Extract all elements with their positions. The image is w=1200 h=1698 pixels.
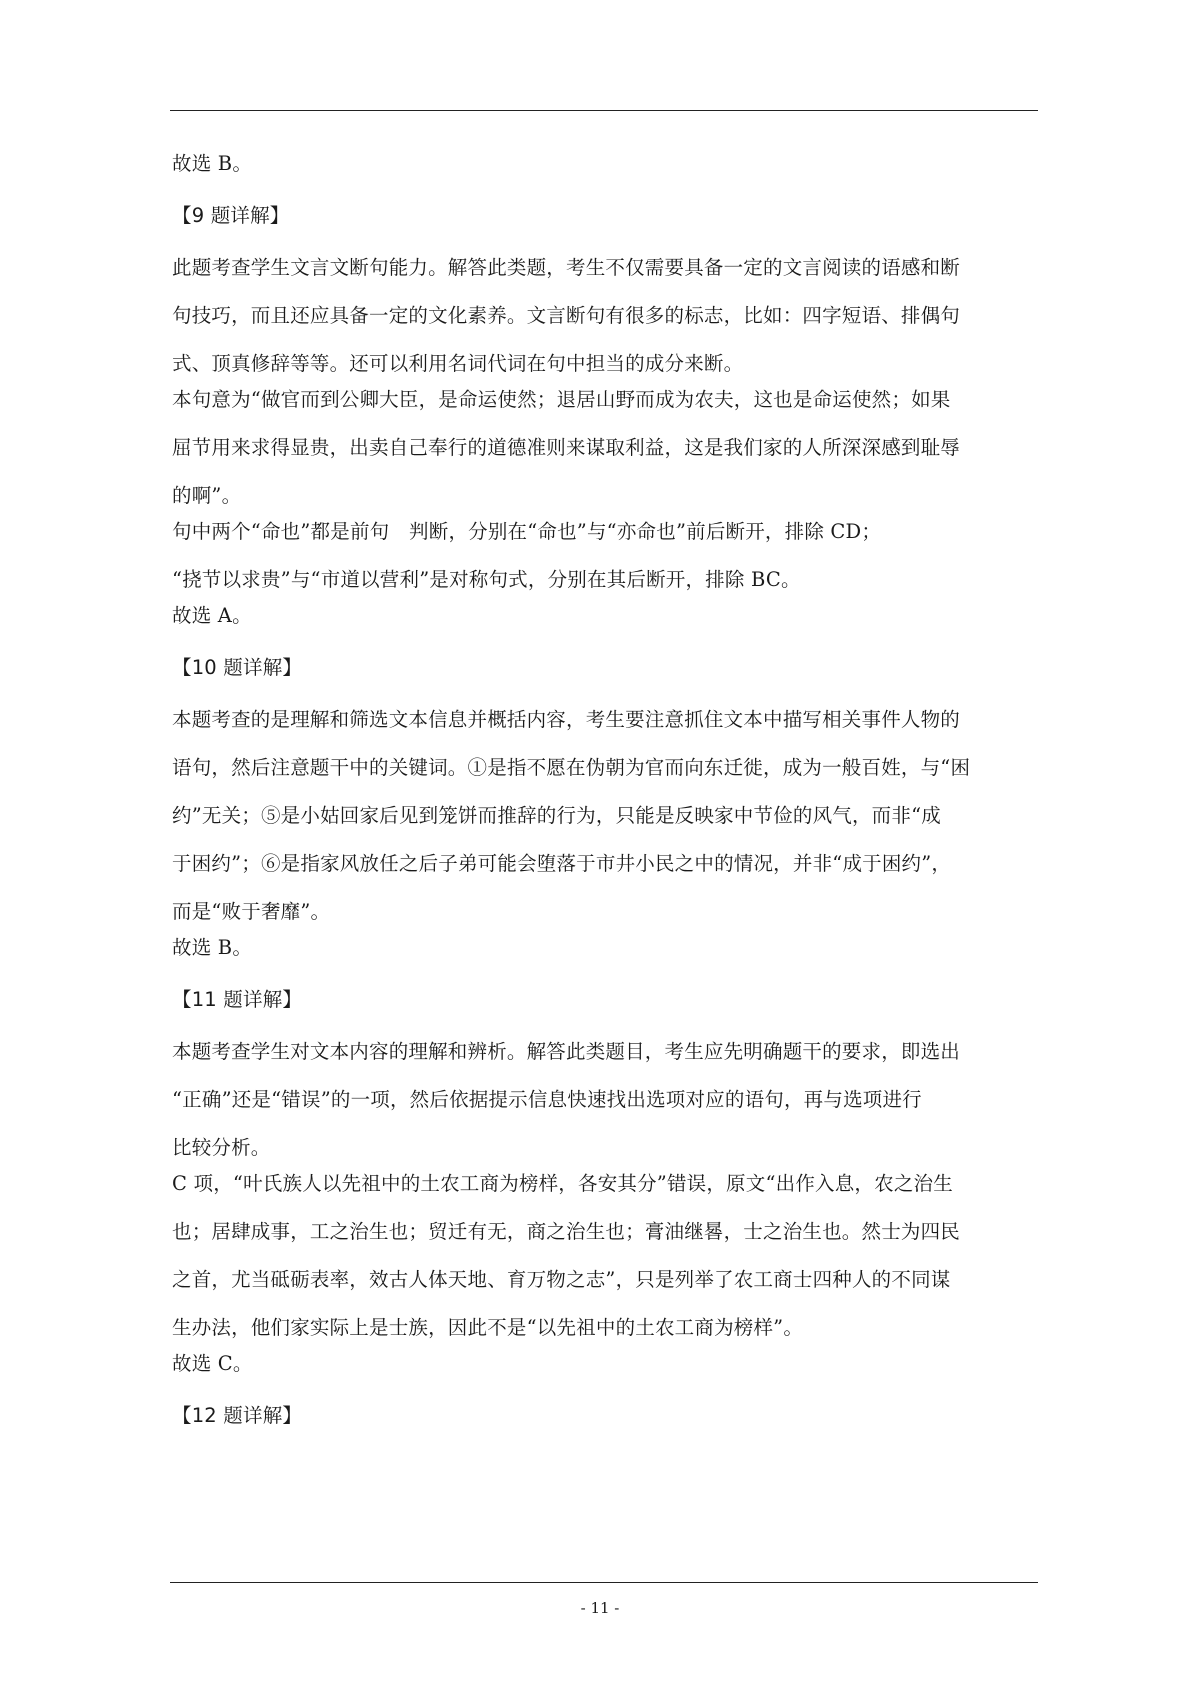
text-line: 也；居肆成事，工之治生也；贸迁有无，商之治生也；膏油继晷，士之治生也。然士为四民 (172, 1220, 961, 1243)
text-line: 本句意为“做官而到公卿大臣，是命运使然；退居山野而成为农夫，这也是命运使然；如果 (172, 388, 951, 411)
text-line: 的啊”。 (172, 484, 242, 507)
section-heading (172, 656, 1038, 680)
paragraph (172, 1352, 1038, 1376)
paragraph (172, 1040, 1038, 1160)
paragraph (172, 936, 1038, 960)
paragraph (172, 604, 1038, 628)
text-line: 此题考查学生文言文断句能力。解答此类题，考生不仅需要具备一定的文言阅读的语感和断 (172, 256, 961, 279)
text-line: 生办法，他们家实际上是士族，因此不是“以先祖中的土农工商为榜样”。 (172, 1316, 804, 1339)
paragraph (172, 520, 1038, 592)
paragraph (172, 708, 1038, 924)
section-heading (172, 988, 1038, 1012)
text-line: 故选 A。 (172, 604, 252, 627)
paragraph (172, 256, 1038, 376)
heading-text: 【11 题详解】 (172, 988, 303, 1011)
footer-rule (170, 1582, 1038, 1583)
text-line: 故选 B。 (172, 152, 253, 175)
text-line: 而是“败于奢靡”。 (172, 900, 331, 923)
text-line: 句技巧，而且还应具备一定的文化素养。文言断句有很多的标志，比如：四字短语、排偶句 (172, 304, 961, 327)
document-body (172, 152, 1038, 1428)
paragraph (172, 152, 1038, 176)
heading-text: 【10 题详解】 (172, 656, 303, 679)
text-line: “正确”还是“错误”的一项，然后依据提示信息快速找出选项对应的语句，再与选项进行 (172, 1088, 922, 1111)
paragraph (172, 388, 1038, 508)
paragraph (172, 1172, 1038, 1340)
text-line: 约”无关；⑤是小姑回家后见到笼饼而推辞的行为，只能是反映家中节俭的风气，而非“成 (172, 804, 941, 827)
text-line: 句中两个“命也”都是前句 判断，分别在“命也”与“亦命也”前后断开，排除 CD； (172, 520, 882, 543)
section-heading (172, 204, 1038, 228)
text-line: “挠节以求贵”与“市道以营利”是对称句式，分别在其后断开，排除 BC。 (172, 568, 801, 591)
text-line: 故选 C。 (172, 1352, 253, 1375)
text-line: 语句，然后注意题干中的关键词。①是指不愿在伪朝为官而向东迁徙，成为一般百姓，与“困 (172, 756, 971, 779)
text-line: 之首，尤当砥砺表率，效古人体天地、育万物之志”，只是列举了农工商士四种人的不同谋 (172, 1268, 951, 1291)
heading-text: 【9 题详解】 (172, 204, 290, 227)
text-line: 本题考查学生对文本内容的理解和辨析。解答此类题目，考生应先明确题干的要求，即选出 (172, 1040, 961, 1063)
page-number: - 11 - (580, 1599, 620, 1617)
heading-text: 【12 题详解】 (172, 1404, 303, 1427)
text-line: C 项，“叶氏族人以先祖中的土农工商为榜样，各安其分”错误，原文“出作入息，农之治生 (172, 1172, 953, 1195)
header-rule (170, 110, 1038, 111)
text-line: 式、顶真修辞等等。还可以利用名词代词在句中担当的成分来断。 (172, 352, 744, 375)
text-line: 屈节用来求得显贵，出卖自己奉行的道德准则来谋取利益，这是我们家的人所深深感到耻辱 (172, 436, 961, 459)
text-line: 比较分析。 (172, 1136, 271, 1159)
text-line: 本题考查的是理解和筛选文本信息并概括内容，考生要注意抓住文本中描写相关事件人物的 (172, 708, 961, 731)
text-line: 于困约”；⑥是指家风放任之后子弟可能会堕落于市井小民之中的情况，并非“成于困约”， (172, 852, 952, 875)
section-heading (172, 1404, 1038, 1428)
text-line: 故选 B。 (172, 936, 253, 959)
